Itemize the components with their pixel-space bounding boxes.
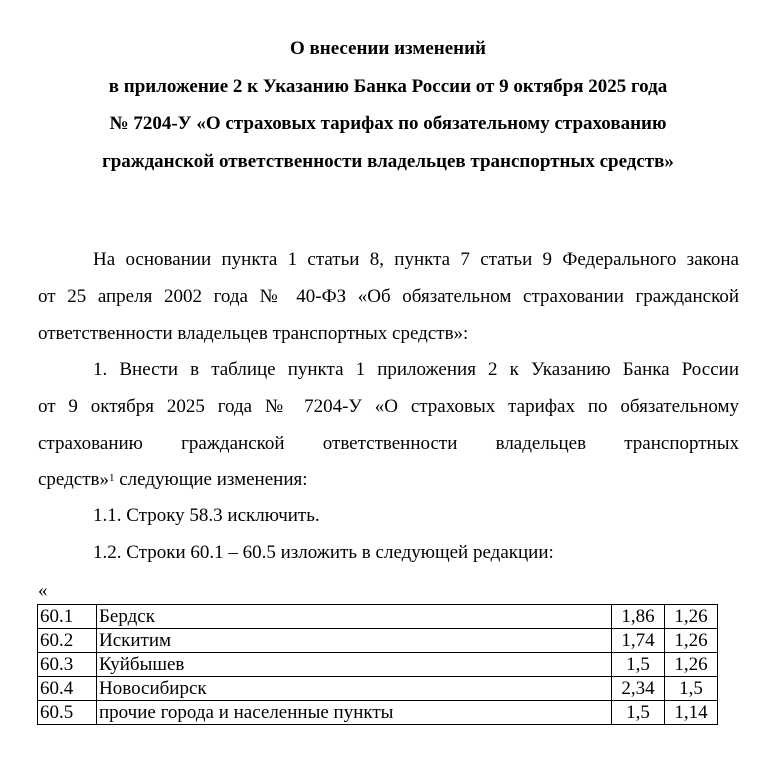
table-row [38, 653, 718, 677]
item-1-1-text: 1.1. Строку 58.3 исключить. [93, 505, 320, 526]
row-value-1: 2,34 [612, 677, 665, 701]
item-1-2-paragraph [38, 535, 739, 572]
table-row [38, 629, 718, 653]
row-name: Куйбышев [97, 653, 612, 677]
row-value-1: 1,74 [612, 629, 665, 653]
preamble-line-3: ответственности владельцев транспортных средств»: [38, 322, 469, 344]
item-1-line-3: страхованию гражданской ответственности владельцев транспортных [38, 432, 739, 454]
row-code: 60.4 [38, 677, 97, 701]
preamble-line-2: от 25 апреля 2002 года № 40-ФЗ «Об обязательном страховании гражданской [38, 285, 739, 307]
row-value-2: 1,14 [665, 701, 718, 725]
row-name: Новосибирск [97, 677, 612, 701]
row-code: 60.2 [38, 629, 97, 653]
item-1-line-1: 1. Внести в таблице пункта 1 приложения 2 к Указанию Банка России [93, 359, 739, 380]
row-name: Искитим [97, 629, 612, 653]
row-value-1: 1,5 [612, 701, 665, 725]
item-1-2-text: 1.2. Строки 60.1 – 60.5 изложить в следующей редакции: [93, 542, 554, 563]
item-1-1-paragraph [38, 498, 739, 535]
title-line-1: О внесении изменений [289, 38, 486, 59]
row-value-2: 1,26 [665, 605, 718, 629]
title-line-4: гражданской ответственности владельцев транспортных средств» [102, 150, 674, 172]
row-code: 60.1 [38, 605, 97, 629]
row-name: Бердск [97, 605, 612, 629]
item-1-paragraph [38, 352, 739, 499]
row-code: 60.3 [38, 653, 97, 677]
item-1-line-4b: следующие изменения: [114, 469, 308, 491]
row-value-1: 1,5 [612, 653, 665, 677]
opening-quote: « [38, 580, 48, 601]
title-line-2: в приложение 2 к Указанию Банка России от 9 октября 2025 года [108, 75, 668, 97]
row-name: прочие города и населенные пункты [97, 701, 612, 725]
row-value-2: 1,26 [665, 653, 718, 677]
preamble-paragraph [38, 242, 739, 352]
preamble-line-1: На основании пункта 1 статьи 8, пункта 7 статьи 9 Федерального закона [93, 249, 739, 270]
tariff-table [37, 604, 718, 725]
row-value-1: 1,86 [612, 605, 665, 629]
footnote-marker: 1 [109, 472, 115, 485]
table-row [38, 605, 718, 629]
table-row [38, 677, 718, 701]
row-value-2: 1,26 [665, 629, 718, 653]
table-row [38, 701, 718, 725]
item-1-line-4 [38, 462, 739, 499]
document-title [0, 30, 760, 180]
item-1-line-2: от 9 октября 2025 года № 7204-У «О страховых тарифах по обязательному [38, 395, 739, 417]
row-value-2: 1,5 [665, 677, 718, 701]
title-line-3: № 7204-У «О страховых тарифах по обязательному страхованию [109, 113, 667, 134]
item-1-line-4a: средств» [38, 469, 109, 491]
row-code: 60.5 [38, 701, 97, 725]
